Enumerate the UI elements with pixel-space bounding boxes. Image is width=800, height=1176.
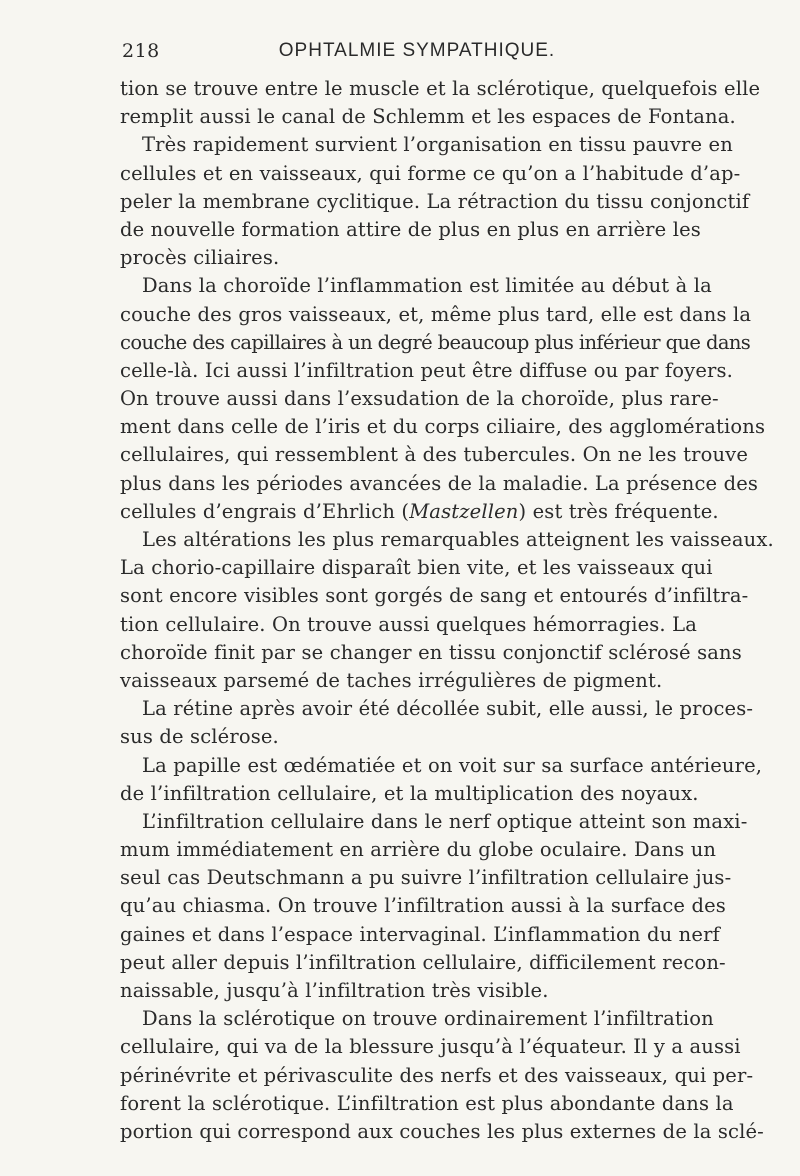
text-line: qu’au chiasma. On trouve l’infiltration aussi à la surface des xyxy=(120,894,726,918)
line-text: ) est très fréquente. xyxy=(518,499,719,523)
text-line: La papille est œdématiée et on voit sur sa surface antérieure, xyxy=(142,753,763,777)
text-line: On trouve aussi dans l’exsudation de la choroïde, plus rare- xyxy=(120,387,719,411)
text-line-with-emphasis xyxy=(120,498,719,526)
text-line: périnévrite et périvasculite des nerfs et des vaisseaux, qui per- xyxy=(120,1063,754,1087)
text-line: seul cas Deutschmann a pu suivre l’infiltration cellulaire jus- xyxy=(120,866,732,890)
text-line: tion cellulaire. On trouve aussi quelques hémorragies. La xyxy=(120,612,698,636)
running-head: OPHTALMIE SYMPATHIQUE. xyxy=(278,40,556,61)
text-line: vaisseaux parsemé de taches irrégulières de pigment. xyxy=(120,668,663,692)
text-line: cellulaire, qui va de la blessure jusqu’à l’équateur. Il y a aussi xyxy=(120,1035,741,1059)
text-line: sont encore visibles sont gorgés de sang et entourés d’infiltra- xyxy=(120,584,749,608)
text-line: naissable, jusqu’à l’infiltration très visible. xyxy=(120,979,549,1002)
text-line: ment dans celle de l’iris et du corps ciliaire, des agglomérations xyxy=(120,415,766,439)
text-line: remplit aussi le canal de Schlemm et les espaces de Fontana. xyxy=(120,105,736,129)
text-line: choroïde finit par se changer en tissu conjonctif sclérosé sans xyxy=(120,640,742,664)
text-line: La chorio-capillaire disparaît bien vite, et les vaisseaux qui xyxy=(120,556,713,580)
body-text xyxy=(120,75,774,1146)
text-line: gaines et dans l’espace intervaginal. L’inflammation du nerf xyxy=(120,922,720,946)
text-line: Très rapidement survient l’organisation en tissu pauvre en xyxy=(142,133,733,157)
text-line: tion se trouve entre le muscle et la sclérotique, quelquefois elle xyxy=(120,77,761,100)
page-number: 218 xyxy=(122,40,160,62)
text-line: cellules et en vaisseaux, qui forme ce qu’on a l’habitude d’ap- xyxy=(120,161,741,185)
italic-term: Mastzellen xyxy=(409,499,519,523)
text-line: L’infiltration cellulaire dans le nerf optique atteint son maxi- xyxy=(142,809,748,833)
page-header xyxy=(122,40,682,70)
text-line: couche des gros vaisseaux, et, même plus tard, elle est dans la xyxy=(120,302,752,326)
text-line: celle-là. Ici aussi l’infiltration peut être diffuse ou par foyers. xyxy=(120,358,734,382)
text-line: portion qui correspond aux couches les plus externes de la sclé- xyxy=(120,1119,764,1143)
text-line: couche des capillaires à un degré beaucoup plus inférieur que dans xyxy=(120,330,751,354)
text-line: Dans la choroïde l’inflammation est limitée au début à la xyxy=(142,274,712,298)
line-text: cellules d’engrais d’Ehrlich ( xyxy=(120,499,410,523)
text-line: Les altérations les plus remarquables atteignent les vaisseaux. xyxy=(142,528,774,551)
text-line: Dans la sclérotique on trouve ordinairement l’infiltration xyxy=(142,1007,714,1031)
text-line: peut aller depuis l’infiltration cellulaire, difficilement recon- xyxy=(120,950,726,974)
text-line: peler la membrane cyclitique. La rétraction du tissu conjonctif xyxy=(120,189,750,213)
text-line: forent la sclérotique. L’infiltration est plus abondante dans la xyxy=(120,1091,734,1115)
text-line: cellulaires, qui ressemblent à des tubercules. On ne les trouve xyxy=(120,443,749,467)
text-line: plus dans les périodes avancées de la maladie. La présence des xyxy=(120,471,759,495)
text-line: La rétine après avoir été décollée subit, elle aussi, le proces- xyxy=(142,697,754,721)
text-line: de nouvelle formation attire de plus en plus en arrière les xyxy=(120,217,701,241)
text-line: de l’infiltration cellulaire, et la multiplication des noyaux. xyxy=(120,781,699,805)
text-line: procès ciliaires. xyxy=(120,246,280,270)
text-line: sus de sclérose. xyxy=(120,725,279,749)
text-line: mum immédiatement en arrière du globe oculaire. Dans un xyxy=(120,838,717,862)
